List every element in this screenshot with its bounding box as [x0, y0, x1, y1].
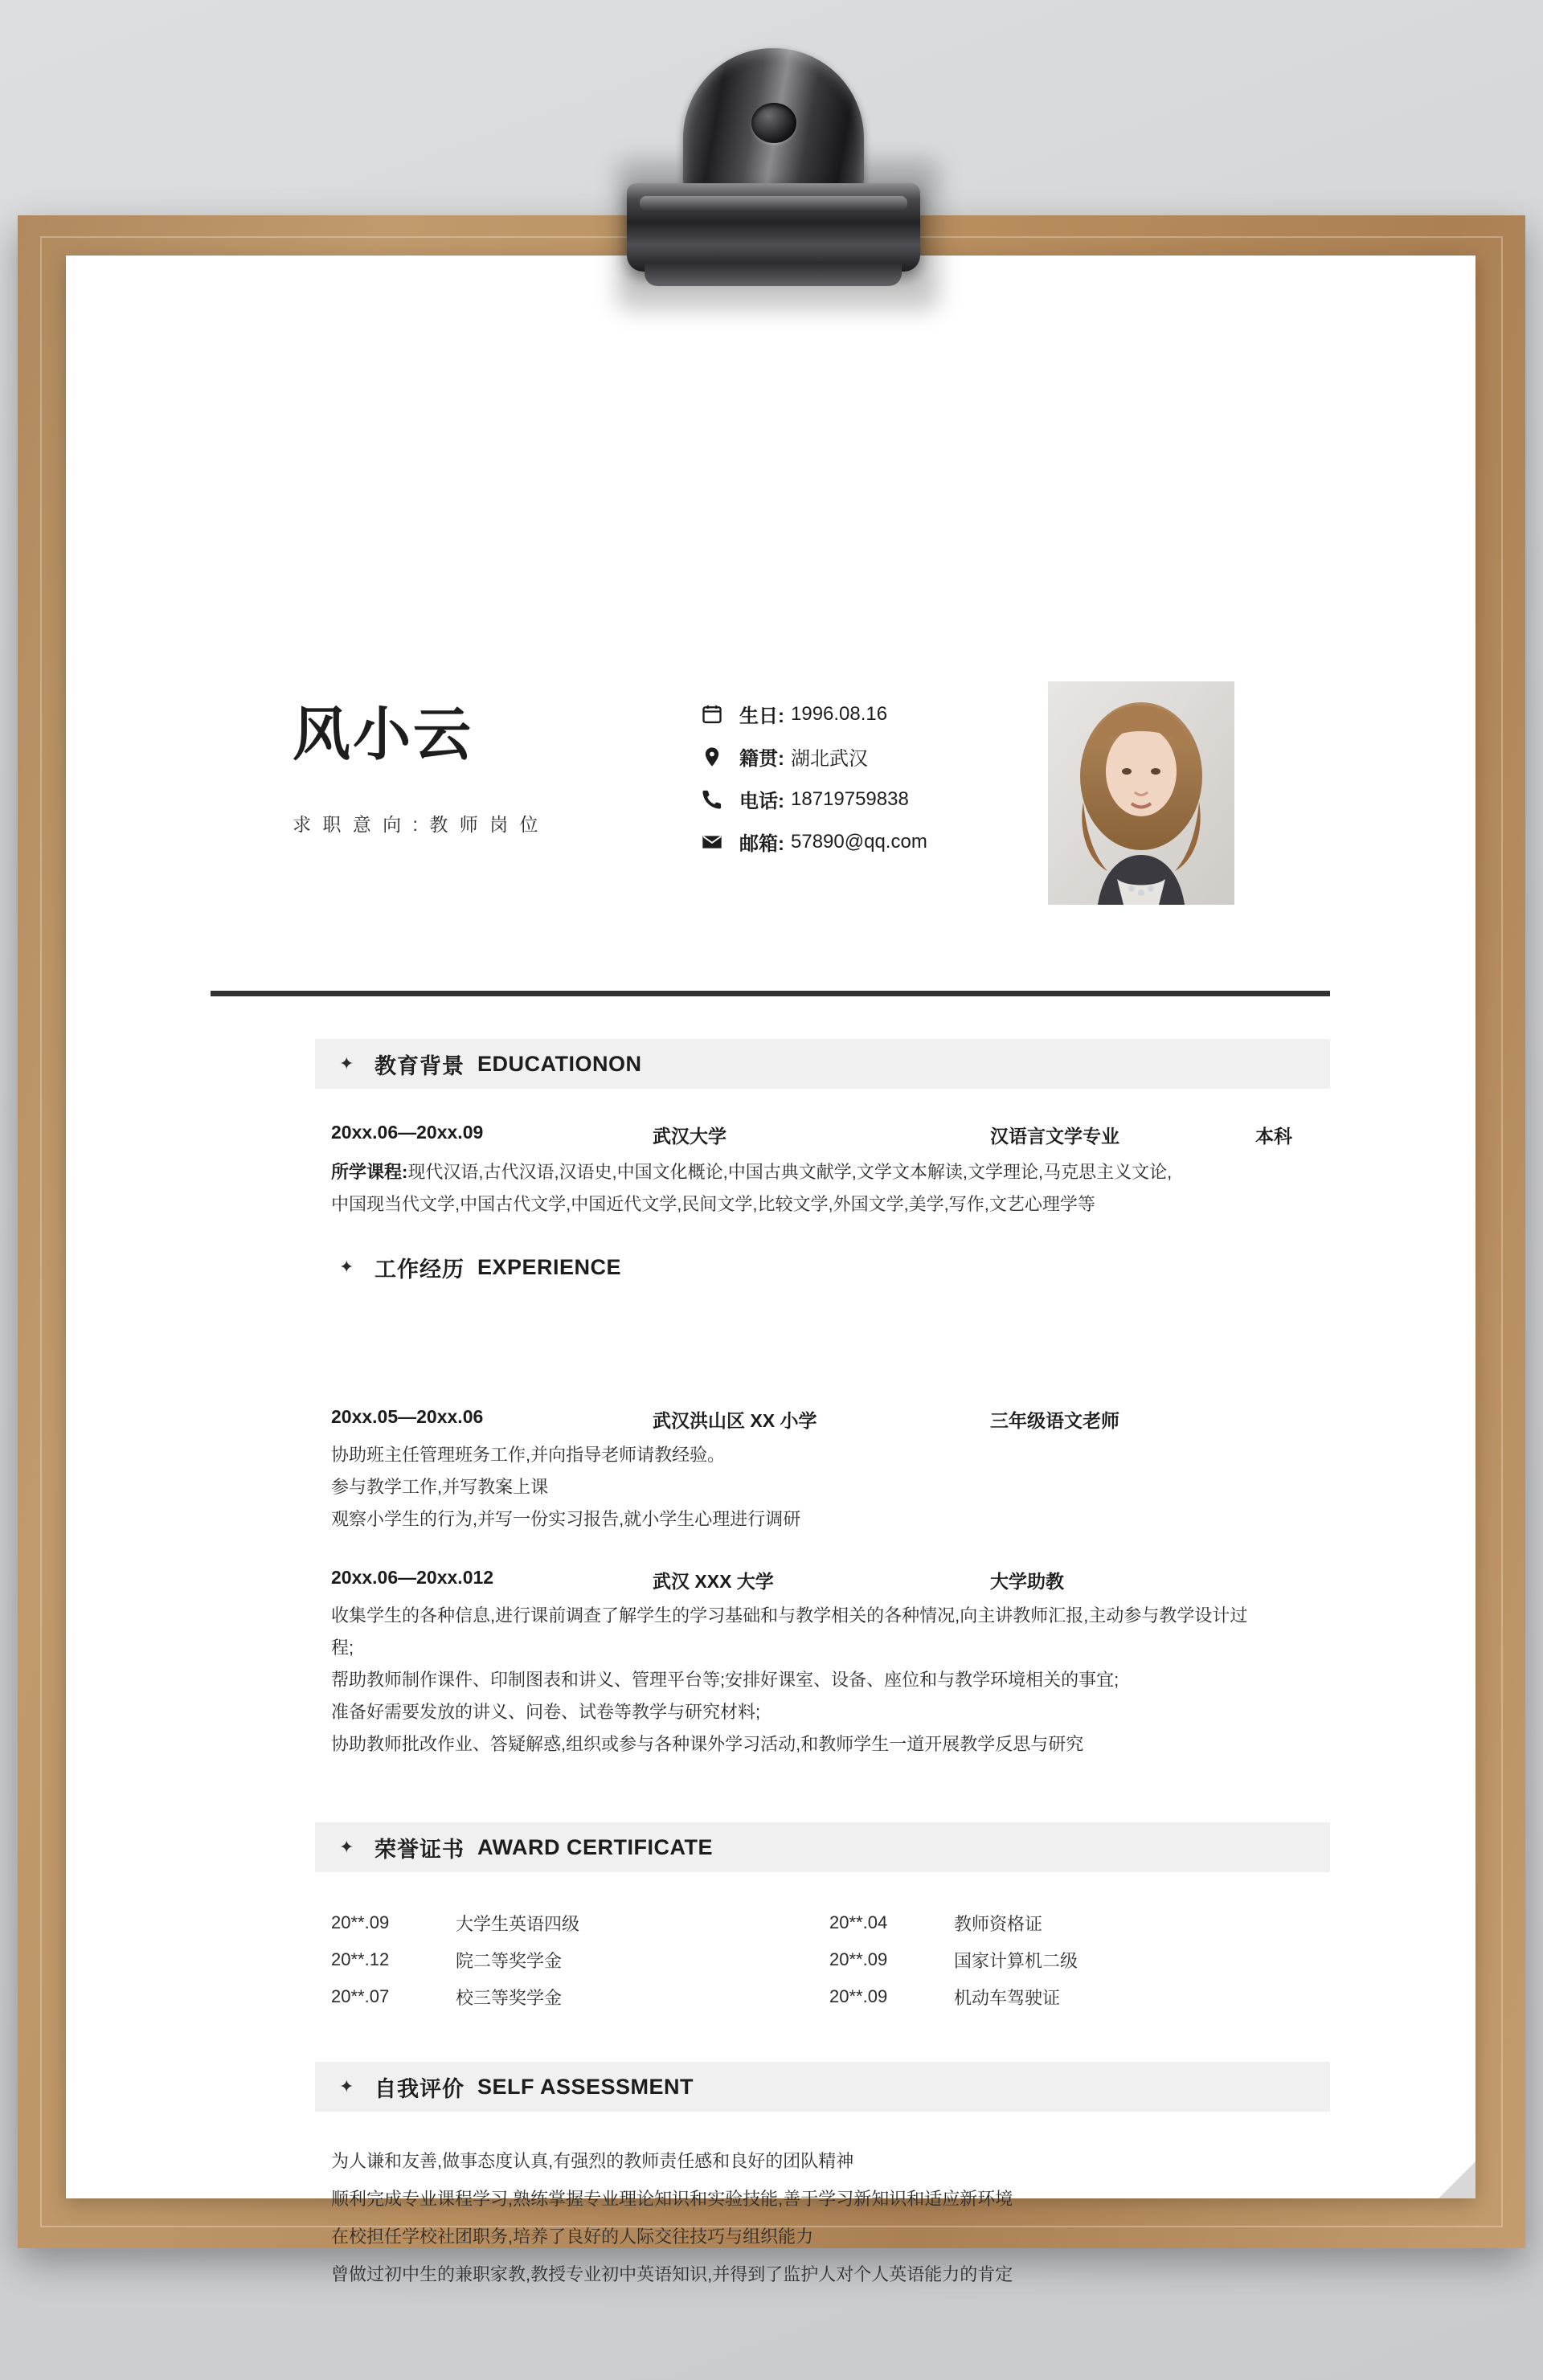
- contact-label-birthday: 生日:: [739, 705, 784, 727]
- education-courses-line-1: 现代汉语,古代汉语,汉语史,中国文化概论,中国古典文献学,文学文本解读,文学理论,马克思主义文论,: [407, 1162, 1173, 1182]
- binder-clip: [595, 48, 948, 313]
- section-title-en-education: EDUCATIONON: [477, 1051, 642, 1076]
- experience-org-1: 武汉洪山区 XX 小学: [653, 1410, 817, 1431]
- award-name-right: 国家计算机二级: [954, 1950, 1078, 1971]
- experience-line: 收集学生的各种信息,进行课前调查了解学生的学习基础和与教学相关的各种情况,向主讲教师汇报,主动参与教学设计过: [331, 1605, 1248, 1626]
- contact-row-birthday: [701, 693, 1046, 735]
- contact-row-phone: [701, 778, 1046, 820]
- section-header-experience: [315, 1242, 1330, 1292]
- experience-line: 程;: [331, 1638, 354, 1658]
- phone-icon: [701, 788, 739, 811]
- award-date-left: 20**.07: [331, 1986, 390, 2006]
- assessment-body: [331, 2142, 1328, 2293]
- assessment-line: 为人谦和友善,做事态度认真,有强烈的教师责任感和良好的团队精神: [331, 2151, 854, 2171]
- award-date-left: 20**.09: [331, 1912, 390, 1932]
- experience-heading-row-2: [331, 1567, 1328, 1593]
- experience-entry-1: [331, 1406, 1328, 1536]
- award-date-right: 20**.04: [829, 1912, 888, 1932]
- resume-document: [66, 256, 1475, 2284]
- award-name-left: 大学生英语四级: [456, 1913, 580, 1934]
- table-row: [331, 1978, 1328, 2015]
- award-name-right: 教师资格证: [954, 1913, 1043, 1934]
- diamond-icon: ✦: [339, 1257, 354, 1277]
- diamond-icon: ✦: [339, 1837, 354, 1857]
- experience-desc-1: [331, 1439, 1328, 1536]
- award-name-left: 院二等奖学金: [456, 1950, 563, 1971]
- section-title-en-award: AWARD CERTIFICATE: [477, 1834, 713, 1859]
- section-title-cn-award: 荣誉证书: [374, 1837, 465, 1862]
- diamond-icon: ✦: [339, 2076, 354, 2096]
- education-major: 汉语言文学专业: [990, 1126, 1119, 1147]
- experience-line: 参与教学工作,并写教案上课: [331, 1477, 549, 1497]
- education-heading-row: [331, 1122, 1328, 1148]
- paper-corner-fold: [1439, 2161, 1475, 2198]
- contact-label-email: 邮箱:: [739, 833, 784, 855]
- table-row: [331, 1904, 1328, 1941]
- award-date-left: 20**.12: [331, 1949, 390, 1969]
- section-title-cn-assessment: 自我评价: [374, 2076, 465, 2101]
- contact-row-hometown: [701, 735, 1046, 778]
- education-school: 武汉大学: [653, 1126, 726, 1147]
- experience-desc-2: [331, 1600, 1328, 1760]
- diamond-icon: ✦: [339, 1053, 354, 1073]
- experience-org-2: 武汉 XXX 大学: [653, 1571, 774, 1592]
- education-period: 20xx.06—20xx.09: [331, 1122, 484, 1143]
- calendar-icon: [701, 703, 739, 726]
- contact-list: [701, 693, 1046, 863]
- education-courses-line-2: 中国现当代文学,中国古代文学,中国近代文学,民间文学,比较文学,外国文学,美学,写作,文艺心理学等: [331, 1194, 1095, 1214]
- avatar: [1048, 681, 1234, 905]
- contact-label-phone: 电话:: [739, 791, 784, 812]
- experience-line: 帮助教师制作课件、印制图表和讲义、管理平台等;安排好课室、设备、座位和与教学环境相关的事宜;: [331, 1670, 1119, 1690]
- experience-period-1: 20xx.05—20xx.06: [331, 1406, 484, 1427]
- experience-period-2: 20xx.06—20xx.012: [331, 1567, 494, 1588]
- education-courses-label: 所学课程:: [331, 1162, 408, 1182]
- award-date-right: 20**.09: [829, 1949, 888, 1969]
- award-name-left: 校三等奖学金: [456, 1987, 563, 2008]
- section-title-en-assessment: SELF ASSESSMENT: [477, 2074, 694, 2099]
- assessment-line: 曾做过初中生的兼职家教,教授专业初中英语知识,并得到了监护人对个人英语能力的肯定: [331, 2264, 1013, 2284]
- section-title-cn-education: 教育背景: [374, 1053, 465, 1078]
- clipboard-board: [18, 215, 1525, 2284]
- location-pin-icon: [701, 746, 739, 768]
- award-name-right: 机动车驾驶证: [954, 1987, 1061, 2008]
- experience-line: 协助教师批改作业、答疑解惑,组织或参与各种课外学习活动,和教师学生一道开展教学反思与研究: [331, 1734, 1084, 1754]
- section-title-cn-experience: 工作经历: [374, 1257, 465, 1282]
- section-header-award: [315, 1822, 1330, 1872]
- experience-heading-row-1: [331, 1406, 1328, 1433]
- contact-value-hometown: 湖北武汉: [791, 748, 868, 770]
- experience-role-1: 三年级语文老师: [990, 1410, 1119, 1431]
- experience-role-2: 大学助教: [990, 1571, 1064, 1592]
- clip-hole: [751, 103, 796, 143]
- experience-line: 协助班主任管理班务工作,并向指导老师请教经验。: [331, 1445, 726, 1465]
- award-table: [331, 1904, 1328, 2015]
- clip-bar: [627, 183, 920, 272]
- contact-value-phone: 18719759838: [791, 787, 909, 810]
- page-title: 风小云: [293, 703, 474, 767]
- envelope-icon: [701, 831, 739, 853]
- resume-paper: [66, 256, 1475, 2284]
- assessment-line: 在校担任学校社团职务,培养了良好的人际交往技巧与组织能力: [331, 2227, 814, 2247]
- assessment-line: 顺利完成专业课程学习,熟练掌握专业理论知识和实验技能,善于学习新知识和适应新环境: [331, 2189, 1013, 2209]
- experience-line: 准备好需要发放的讲义、问卷、试卷等教学与研究材料;: [331, 1702, 761, 1722]
- contact-label-hometown: 籍贯:: [739, 748, 784, 770]
- award-date-right: 20**.09: [829, 1986, 888, 2006]
- section-header-assessment: [315, 2062, 1330, 2112]
- education-degree: 本科: [1255, 1126, 1292, 1147]
- experience-line: 观察小学生的行为,并写一份实习报告,就小学生心理进行调研: [331, 1509, 801, 1529]
- job-objective: 求 职 意 向 : 教 师 岗 位: [293, 814, 542, 835]
- section-header-education: [315, 1039, 1330, 1089]
- header-divider: [211, 991, 1330, 996]
- contact-value-email: 57890@qq.com: [791, 830, 927, 853]
- contact-value-birthday: 1996.08.16: [791, 702, 888, 725]
- experience-entry-2: [331, 1567, 1328, 1760]
- clip-lip: [645, 262, 902, 286]
- education-courses: [331, 1156, 1328, 1221]
- section-title-en-experience: EXPERIENCE: [477, 1254, 622, 1279]
- contact-row-email: [701, 820, 1046, 863]
- education-entry: [331, 1122, 1328, 1221]
- resume-header: [66, 673, 1475, 939]
- table-row: [331, 1941, 1328, 1978]
